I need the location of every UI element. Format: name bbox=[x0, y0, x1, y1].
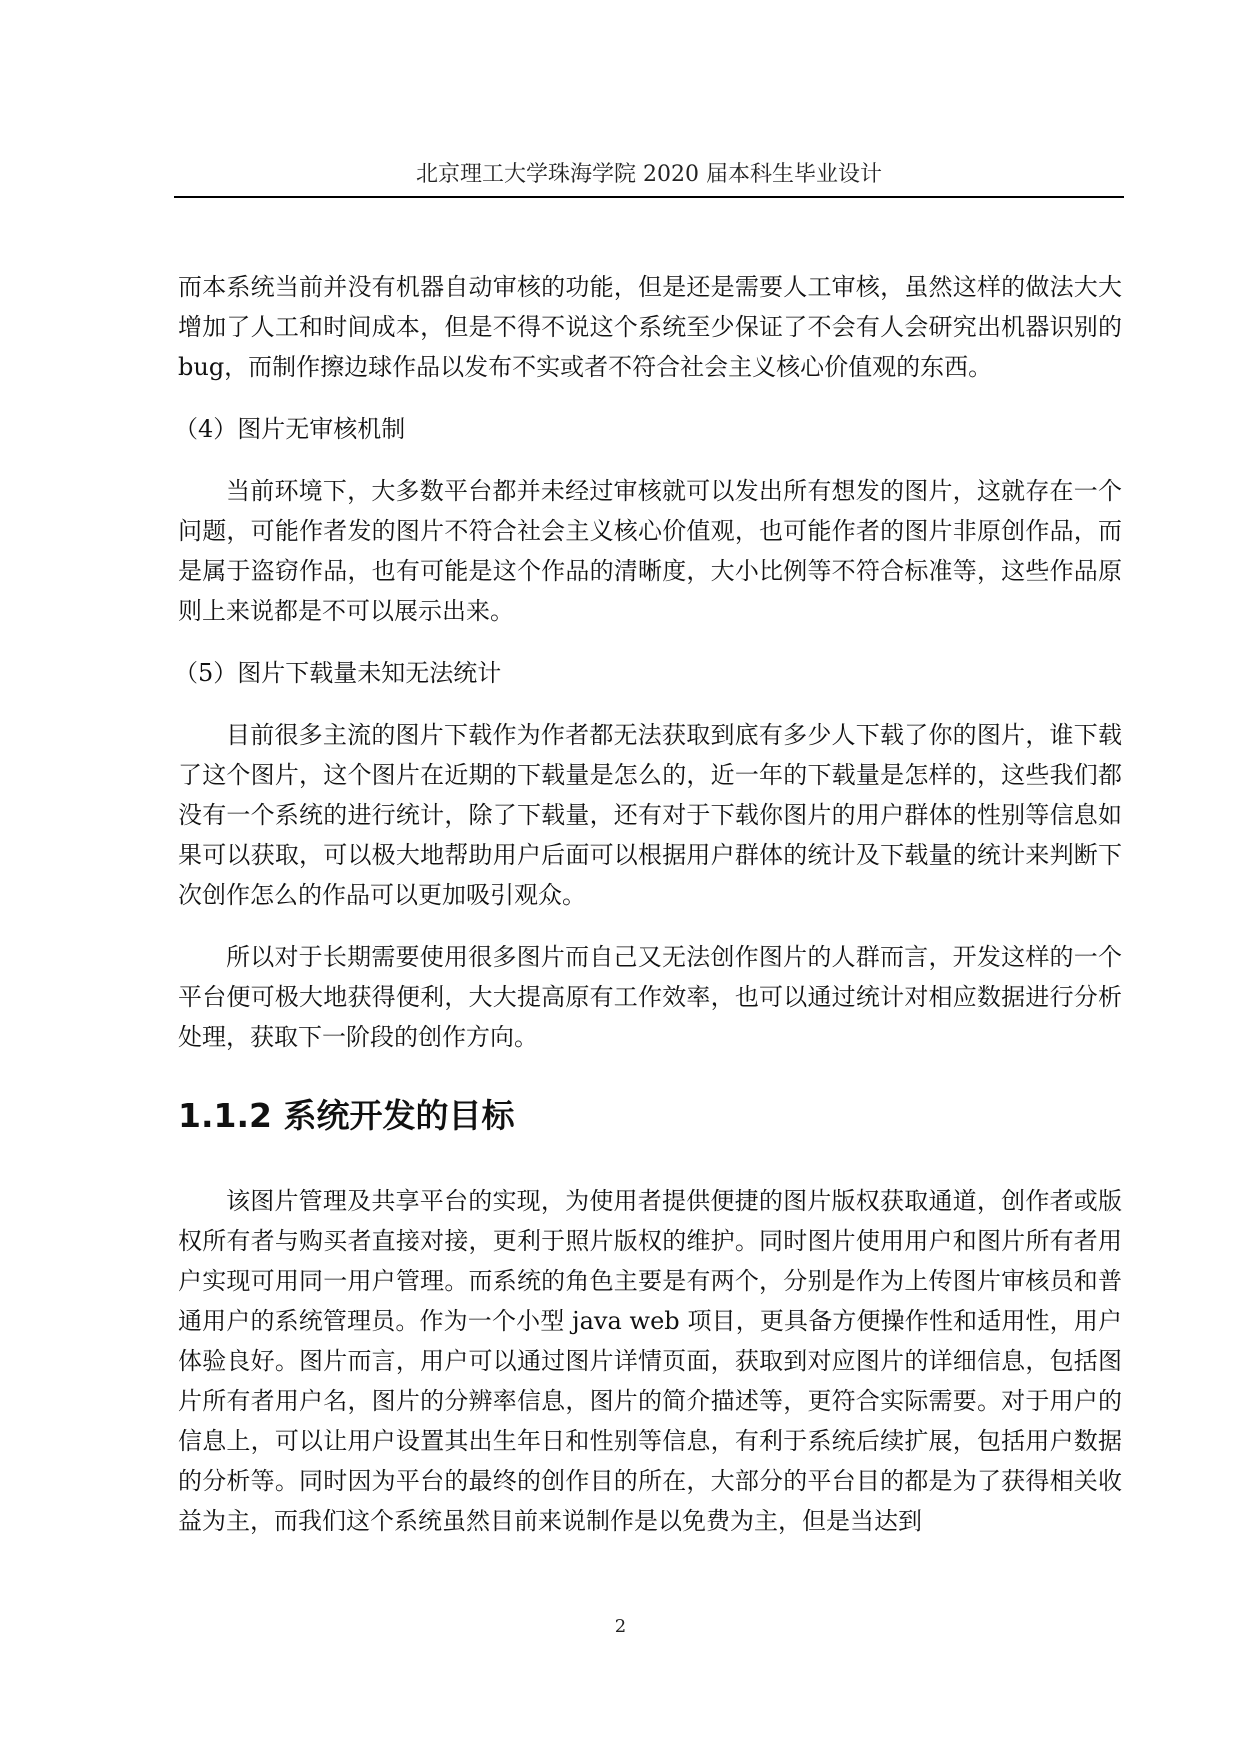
running-header: 北京理工大学珠海学院 2020 届本科生毕业设计 bbox=[416, 162, 882, 187]
page-body bbox=[174, 267, 1122, 1541]
header-rule bbox=[174, 196, 1124, 198]
section-heading: 1.1.2 系统开发的目标 bbox=[178, 1096, 515, 1135]
page-number: 2 bbox=[614, 1616, 627, 1637]
paragraph-no-review: 当前环境下，大多数平台都并未经过审核就可以发出所有想发的图片，这就存在一个问题，可能作者发的图片不符合社会主义核心价值观，也可能作者的图片非原创作品，而是属于盗窃作品，也有可能是这个作品的清晰度，大小比例等不符合标准等，这些作品原则上来说都是不可以展示出来。 bbox=[178, 477, 1122, 625]
subheading-5: （5）图片下载量未知无法统计 bbox=[174, 659, 502, 687]
paragraph-summary: 所以对于长期需要使用很多图片而自己又无法创作图片的人群而言，开发这样的一个平台便可极大地获得便利，大大提高原有工作效率，也可以通过统计对相应数据进行分析处理，获取下一阶段的创作方向。 bbox=[178, 943, 1122, 1051]
paragraph-continuation: 而本系统当前并没有机器自动审核的功能，但是还是需要人工审核，虽然这样的做法大大增加了人工和时间成本，但是不得不说这个系统至少保证了不会有人会研究出机器识别的 bug，而制作擦边球作品以发布不实或者不符合社会主义核心价值观的东西。 bbox=[178, 273, 1122, 381]
paragraph-goals: 该图片管理及共享平台的实现，为使用者提供便捷的图片版权获取通道，创作者或版权所有者与购买者直接对接，更利于照片版权的维护。同时图片使用用户和图片所有者用户实现可用同一用户管理。而系统的角色主要是有两个，分别是作为上传图片审核员和普通用户的系统管理员。作为一个小型 java web 项目，更具备方便操作性和适用性，用户体验良好。图片而言，用户可以通过图片详情页面，获取到对应图片的详细信息，包括图片所有者用户名，图片的分辨率信息，图片的简介描述等，更符合实际需要。对于用户的信息上，可以让用户设置其出生年日和性别等信息，有利于系统后续扩展，包括用户数据的分析等。同时因为平台的最终的创作目的所在，大部分的平台目的都是为了获得相关收益为主，而我们这个系统虽然目前来说制作是以免费为主，但是当达到 bbox=[178, 1187, 1122, 1535]
paragraph-download-stats: 目前很多主流的图片下载作为作者都无法获取到底有多少人下载了你的图片，谁下载了这个图片，这个图片在近期的下载量是怎么的，近一年的下载量是怎样的，这些我们都没有一个系统的进行统计，除了下载量，还有对于下载你图片的用户群体的性别等信息如果可以获取，可以极大地帮助用户后面可以根据用户群体的统计及下载量的统计来判断下次创作怎么的作品可以更加吸引观众。 bbox=[178, 721, 1122, 909]
subheading-4: （4）图片无审核机制 bbox=[174, 415, 406, 443]
